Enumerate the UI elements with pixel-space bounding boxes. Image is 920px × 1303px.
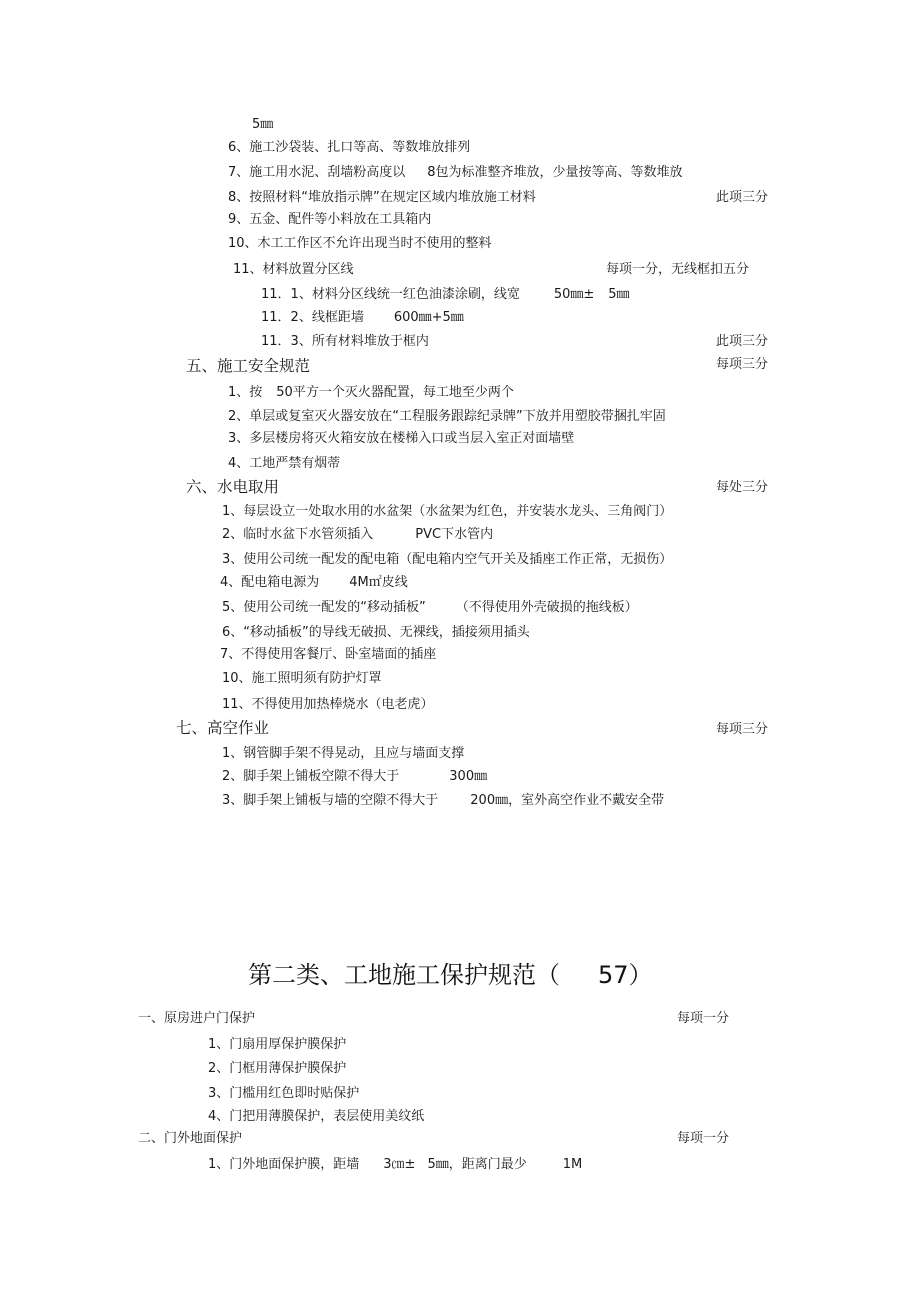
section-7-item-3-value: 200㎜，室外高空作业不戴安全带 <box>470 793 665 808</box>
section-5-item-1-text: 1、按 <box>228 385 263 400</box>
section-6-item-4 <box>220 574 408 592</box>
section-7-item-2 <box>222 768 487 786</box>
item-7-text: 7、施工用水泥、刮墙粉高度以 <box>228 165 406 180</box>
section-7-score: 每项三分 <box>716 722 769 737</box>
item-11-score: 每项一分，无线框扣五分 <box>606 262 750 277</box>
section-6-item-5 <box>222 599 638 617</box>
cat2-section-2-heading: 二、门外地面保护 <box>138 1131 243 1146</box>
section-6-item-10: 10、施工照明须有防护灯罩 <box>222 671 382 686</box>
section-7-heading: 七、高空作业 <box>176 719 270 737</box>
cat2-section-1-heading: 一、原房进户门保护 <box>138 1011 256 1026</box>
item-11: 11、材料放置分区线 <box>233 262 354 277</box>
item-6: 6、施工沙袋装、扎口等高、等数堆放排列 <box>228 140 471 155</box>
item-7-value: 8包为标准整齐堆放，少量按等高、等数堆放 <box>427 165 683 180</box>
section-6-item-7: 7、不得使用客餐厅、卧室墙面的插座 <box>220 647 437 662</box>
item-11-3-score: 此项三分 <box>716 334 769 349</box>
item-7 <box>228 164 683 182</box>
section-6-item-6: 6、“移动插板”的导线无破损、无裸线，插接须用插头 <box>222 625 530 640</box>
section-6-item-4-value: 4M㎡皮线 <box>349 575 408 590</box>
section-6-item-11: 11、不得使用加热棒烧水（电老虎） <box>222 697 434 712</box>
section-6-item-2-value: PVC下水管内 <box>415 527 494 542</box>
cat2-section-2-item-1-distance: 3㎝± <box>383 1157 416 1172</box>
section-7-item-2-text: 2、脚手架上铺板空隙不得大于 <box>222 769 400 784</box>
section-5-item-2: 2、单层或复室灭火器安放在“工程服务跟踪纪录牌”下放并用塑胶带捆扎牢固 <box>228 409 666 424</box>
section-5-item-1-value: 50平方一个灭火器配置，每工地至少两个 <box>276 385 514 400</box>
category-2-title <box>248 960 653 990</box>
section-6-score: 每处三分 <box>716 480 769 495</box>
item-11-2-value: 600㎜+5㎜ <box>393 310 464 325</box>
item-8-score: 此项三分 <box>716 190 769 205</box>
cat2-section-2-item-1-min: 1M <box>562 1157 583 1172</box>
item-8: 8、按照材料“堆放指示牌”在规定区域内堆放施工材料 <box>228 190 536 205</box>
cat2-section-1-item-4: 4、门把用薄膜保护，表层使用美纹纸 <box>208 1109 425 1124</box>
section-5-item-3: 3、多层楼房将灭火箱安放在楼梯入口或当层入室正对面墙壁 <box>228 431 575 446</box>
section-7-item-3 <box>222 792 664 810</box>
item-9: 9、五金、配件等小料放在工具箱内 <box>228 212 432 227</box>
cat2-section-2-item-1 <box>208 1156 582 1174</box>
item-10: 10、木工工作区不允许出现当时不使用的整料 <box>228 236 492 251</box>
section-5-item-1 <box>228 384 514 402</box>
section-6-item-1: 1、每层设立一处取水用的水盆架（水盆架为红色，并安装水龙头、三角阀门） <box>222 504 673 519</box>
section-6-item-4-text: 4、配电箱电源为 <box>220 575 320 590</box>
section-6-item-3: 3、使用公司统一配发的配电箱（配电箱内空气开关及插座工作正常，无损伤） <box>222 552 673 567</box>
item-11-2-text: 11．2、线框距墙 <box>261 310 364 325</box>
item-11-1-text: 11．1、材料分区线统一红色油漆涂刷，线宽 <box>261 287 520 302</box>
cat2-section-1-item-2: 2、门框用薄保护膜保护 <box>208 1061 347 1076</box>
section-7-item-2-value: 300㎜ <box>449 769 488 784</box>
section-6-item-2 <box>222 526 493 544</box>
category-2-title-count: 57） <box>598 961 653 989</box>
section-6-item-5-text: 5、使用公司统一配发的“移动插板” <box>222 600 426 615</box>
item-11-1-tolerance: 5㎜ <box>608 287 630 302</box>
section-5-heading: 五、施工安全规范 <box>186 357 311 375</box>
cat2-section-1-item-1: 1、门扇用厚保护膜保护 <box>208 1037 347 1052</box>
section-6-item-5-note: （不得使用外壳破损的拖线板） <box>455 600 638 615</box>
cat2-section-1-item-3: 3、门槛用红色即时贴保护 <box>208 1086 360 1101</box>
category-2-title-text: 第二类、工地施工保护规范（ <box>248 961 560 989</box>
cat2-section-2-score: 每项一分 <box>677 1131 730 1146</box>
cat2-section-1-score: 每项一分 <box>677 1011 730 1026</box>
section-6-heading: 六、水电取用 <box>186 478 280 496</box>
item-11-1 <box>261 286 630 304</box>
section-6-item-2-text: 2、临时水盆下水管须插入 <box>222 527 374 542</box>
item-11-3: 11．3、所有材料堆放于框内 <box>261 334 429 349</box>
section-7-item-3-text: 3、脚手架上铺板与墙的空隙不得大于 <box>222 793 439 808</box>
cat2-section-2-item-1-tolerance: 5㎜，距离门最少 <box>427 1157 527 1172</box>
section-5-score: 每项三分 <box>716 357 769 372</box>
item-11-2 <box>261 309 464 327</box>
cat2-section-2-item-1-text: 1、门外地面保护膜，距墙 <box>208 1157 360 1172</box>
item-11-1-width: 50㎜± <box>553 287 595 302</box>
section-5-item-4: 4、工地严禁有烟蒂 <box>228 456 341 471</box>
section-7-item-1: 1、钢管脚手架不得晃动，且应与墙面支撑 <box>222 746 465 761</box>
line-5mm: 5㎜ <box>252 117 274 132</box>
